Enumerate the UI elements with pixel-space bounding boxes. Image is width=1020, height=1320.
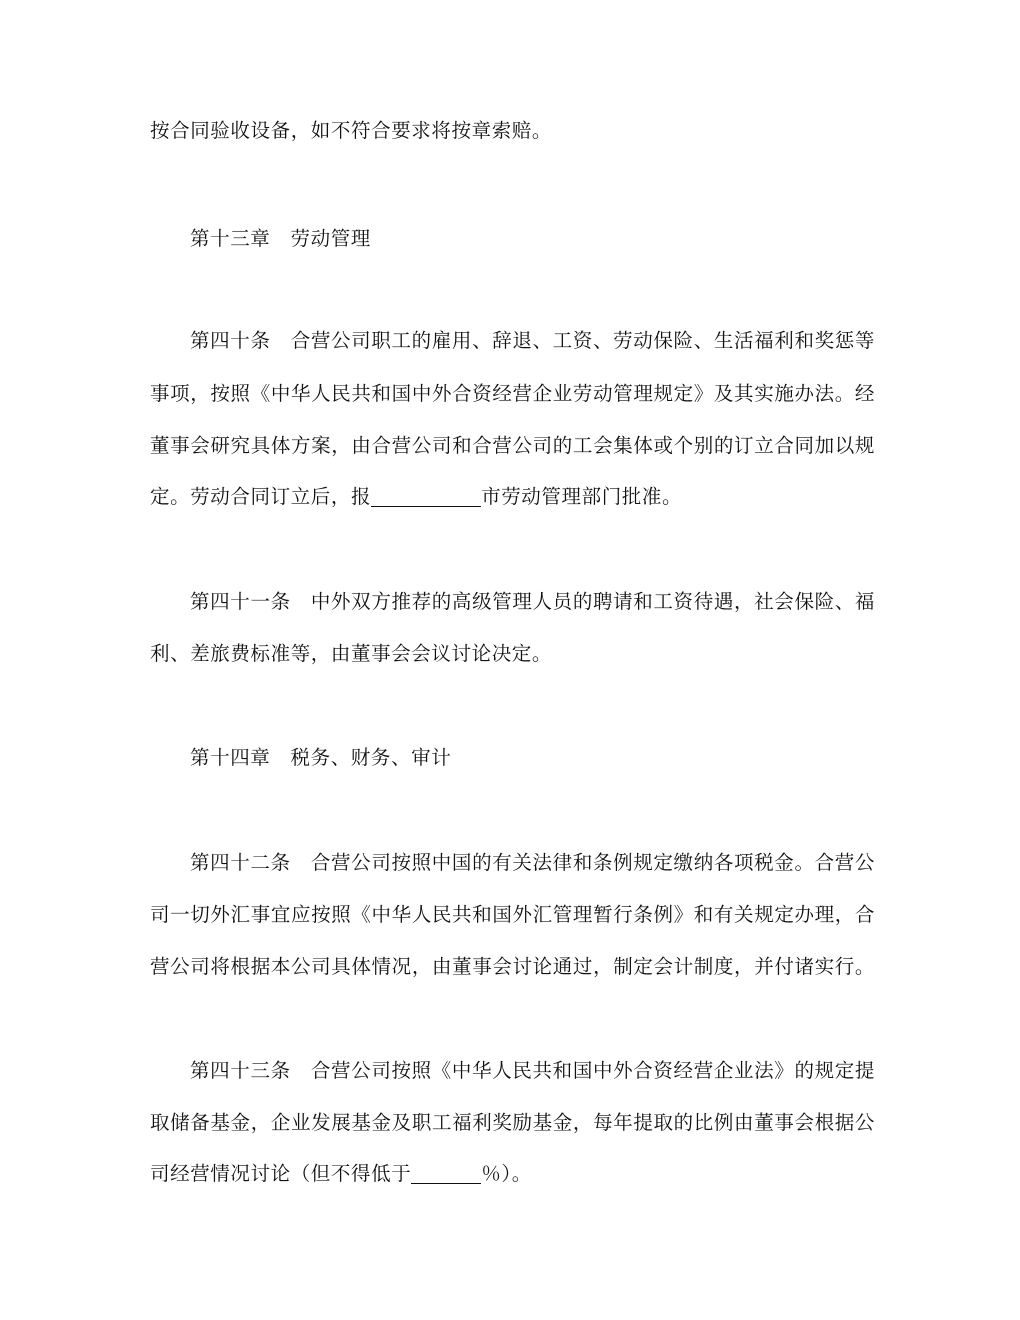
- paragraph-line: 第四十二条 合营公司按照中国的有关法律和条例规定缴纳各项税金。合营公: [190, 851, 875, 874]
- paragraph-line: 利、差旅费标准等，由董事会会议讨论决定。: [150, 642, 553, 665]
- chapter-heading: 第十四章 税务、财务、审计: [190, 746, 452, 769]
- paragraph-line: 董事会研究具体方案，由合营公司和合营公司的工会集体或个别的订立合同加以规: [150, 434, 875, 457]
- paragraph-line: 第四十一条 中外双方推荐的高级管理人员的聘请和工资待遇，社会保险、福: [190, 590, 875, 613]
- line-text: ％）。: [481, 1162, 532, 1185]
- fill-in-blank: [411, 1161, 481, 1184]
- paragraph-line: 按合同验收设备，如不符合要求将按章索赔。: [150, 119, 553, 142]
- paragraph-line: 取储备基金，企业发展基金及职工福利奖励基金，每年提取的比例由董事会根据公: [150, 1111, 875, 1134]
- paragraph-line: 司一切外汇事宜应按照《中华人民共和国外汇管理暂行条例》和有关规定办理，合: [150, 903, 875, 926]
- line-text: 司经营情况讨论（但不得低于: [150, 1162, 412, 1185]
- line-text: 市劳动管理部门批准。: [481, 485, 683, 508]
- paragraph-line: 第四十三条 合营公司按照《中华人民共和国中外合资经营企业法》的规定提: [190, 1059, 875, 1082]
- paragraph-line: 营公司将根据本公司具体情况，由董事会讨论通过，制定会计制度，并付诸实行。: [150, 955, 875, 978]
- fill-in-blank: [371, 484, 481, 507]
- paragraph-line-with-blank: [150, 483, 875, 511]
- paragraph-line: 事项，按照《中华人民共和国中外合资经营企业劳动管理规定》及其实施办法。经: [150, 382, 875, 405]
- line-text: 定。劳动合同订立后，报: [150, 485, 372, 508]
- paragraph-line-with-blank: [150, 1160, 875, 1188]
- chapter-heading: 第十三章 劳动管理: [190, 227, 371, 250]
- paragraph-line: 第四十条 合营公司职工的雇用、辞退、工资、劳动保险、生活福利和奖惩等: [190, 329, 875, 352]
